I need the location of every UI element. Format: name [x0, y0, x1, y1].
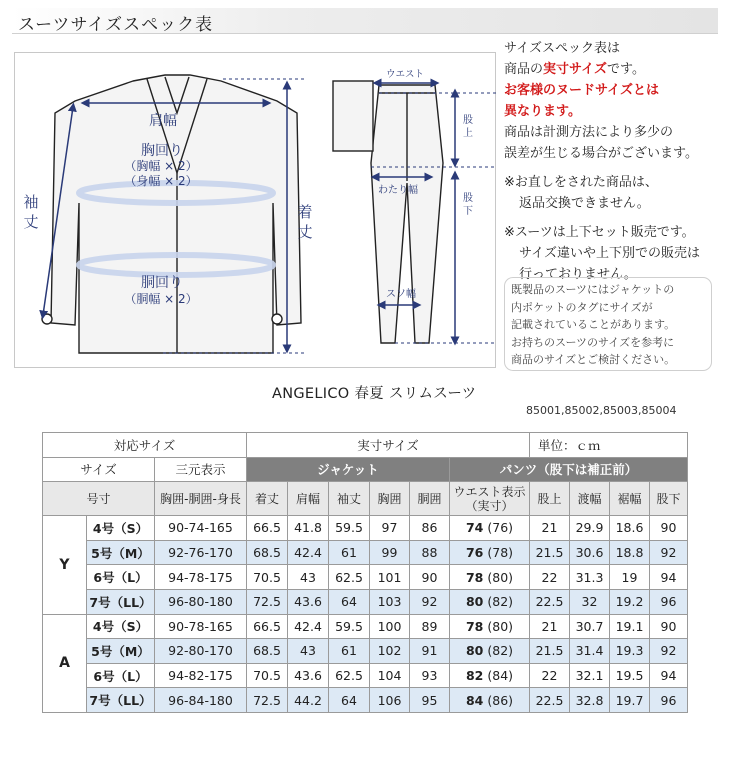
sangen-cell: 94-78-175: [155, 565, 247, 590]
waist-cell: 82 (84): [450, 663, 530, 688]
jacket-cell: 95: [410, 688, 450, 713]
col-rise: 股上: [530, 482, 570, 516]
header-jacket: ジャケット: [247, 457, 450, 482]
sangen-cell: 92-80-170: [155, 639, 247, 664]
note-line: ※お直しをされた商品は、: [504, 175, 658, 190]
jacket-cell: 44.2: [288, 688, 329, 713]
jacket-cell: 43.6: [288, 589, 329, 614]
pants-cell: 22.5: [530, 688, 570, 713]
pants-cell: 21: [530, 516, 570, 541]
size-cell: 5号（M）: [87, 639, 155, 664]
col-sleeve: 袖丈: [329, 482, 370, 516]
sangen-cell: 90-78-165: [155, 614, 247, 639]
sangen-cell: 96-80-180: [155, 589, 247, 614]
jacket-cell: 70.5: [247, 565, 288, 590]
pants-cell: 90: [650, 516, 688, 541]
table-row: [43, 688, 688, 713]
col-jacket-length: 着丈: [247, 482, 288, 516]
size-cell: 4号（S）: [87, 614, 155, 639]
header-jissun: 実寸サイズ: [247, 433, 530, 458]
size-cell: 7号（LL）: [87, 688, 155, 713]
pants-cell: 22: [530, 663, 570, 688]
size-cell: 5号（M）: [87, 540, 155, 565]
label-length-1: 着: [297, 203, 313, 221]
pants-cell: 92: [650, 639, 688, 664]
label-chest-note2: （身幅 × 2）: [124, 174, 198, 188]
pants-cell: 22: [530, 565, 570, 590]
waist-cell: 78 (80): [450, 614, 530, 639]
size-cell: 4号（S）: [87, 516, 155, 541]
jacket-cell: 59.5: [329, 516, 370, 541]
pants-cell: 19: [610, 565, 650, 590]
sangen-cell: 94-82-175: [155, 663, 247, 688]
product-title: ANGELICO 春夏 スリムスーツ: [272, 386, 477, 402]
table-row: [43, 540, 688, 565]
header-taiou: 対応サイズ: [43, 433, 247, 458]
size-cell: 6号（L）: [87, 663, 155, 688]
jacket-cell: 43: [288, 565, 329, 590]
jacket-cell: 88: [410, 540, 450, 565]
label-sleeve-1: 袖: [23, 193, 39, 211]
pants-cell: 19.2: [610, 589, 650, 614]
table-row: [43, 589, 688, 614]
jacket-cell: 64: [329, 589, 370, 614]
jacket-cell: 61: [329, 639, 370, 664]
pants-cell: 31.3: [570, 565, 610, 590]
jacket-cell: 42.4: [288, 614, 329, 639]
waist-cell: 74 (76): [450, 516, 530, 541]
table-row: [43, 639, 688, 664]
label-hem: スソ幅: [386, 289, 416, 300]
note-line: 商品の実寸サイズです。: [504, 62, 645, 77]
pants-cell: 21.5: [530, 540, 570, 565]
label-rise-1: 股: [463, 115, 473, 126]
header-size: サイズ: [43, 457, 155, 482]
jacket-cell: 100: [370, 614, 410, 639]
col-pants-waist: ウエスト表示 （実寸）: [450, 482, 530, 516]
pants-cell: 21: [530, 614, 570, 639]
tag-note-line: 記載されていることがあります。: [511, 318, 676, 331]
pants-cell: 18.8: [610, 540, 650, 565]
sangen-cell: 92-76-170: [155, 540, 247, 565]
jacket-cell: 103: [370, 589, 410, 614]
note-line: サイズ違いや上下別での販売は: [519, 246, 700, 261]
pants-illustration: [333, 81, 443, 343]
suit-diagram-svg: [15, 53, 497, 369]
jacket-cell: 91: [410, 639, 450, 664]
waist-cell: 84 (86): [450, 688, 530, 713]
jacket-cell: 43.6: [288, 663, 329, 688]
pants-cell: 29.9: [570, 516, 610, 541]
jacket-cell: 62.5: [329, 565, 370, 590]
jacket-cell: 99: [370, 540, 410, 565]
label-shoulder: 肩幅: [149, 113, 177, 129]
jacket-cell: 102: [370, 639, 410, 664]
table-row: [43, 565, 688, 590]
waist-cell: 76 (78): [450, 540, 530, 565]
col-inseam: 股下: [650, 482, 688, 516]
pants-cell: 32.1: [570, 663, 610, 688]
note-line: 返品交換できません。: [519, 196, 650, 211]
pants-cell: 90: [650, 614, 688, 639]
pants-cell: 94: [650, 663, 688, 688]
jacket-cell: 89: [410, 614, 450, 639]
tag-note-box: [504, 277, 712, 371]
group-label: A: [43, 614, 87, 712]
jacket-cell: 66.5: [247, 614, 288, 639]
jacket-cell: 72.5: [247, 589, 288, 614]
pants-cell: 31.4: [570, 639, 610, 664]
header-sangen: 三元表示: [155, 457, 247, 482]
tag-note-line: 既製品のスーツにはジャケットの: [511, 283, 675, 296]
pants-cell: 94: [650, 565, 688, 590]
note-warning: 異なります。: [504, 104, 581, 119]
table-row: [43, 614, 688, 639]
jacket-cell: 97: [370, 516, 410, 541]
jacket-cell: 92: [410, 589, 450, 614]
jacket-cell: 64: [329, 688, 370, 713]
label-waist: 胴回り: [141, 275, 183, 291]
label-inseam-1: 股: [463, 193, 473, 204]
waist-cell: 78 (80): [450, 565, 530, 590]
jacket-cell: 61: [329, 540, 370, 565]
pants-cell: 19.7: [610, 688, 650, 713]
header-unit: 単位：ｃｍ: [530, 433, 688, 458]
group-label: Y: [43, 516, 87, 614]
suit-diagram: [14, 52, 496, 368]
col-shoulder: 肩幅: [288, 482, 329, 516]
pants-cell: 96: [650, 589, 688, 614]
pants-cell: 32.8: [570, 688, 610, 713]
label-chest: 胸回り: [141, 143, 183, 159]
jacket-cell: 68.5: [247, 639, 288, 664]
jacket-cell: 42.4: [288, 540, 329, 565]
label-inseam-2: 下: [463, 206, 473, 217]
jacket-cell: 68.5: [247, 540, 288, 565]
pants-cell: 22.5: [530, 589, 570, 614]
size-notes: [504, 38, 724, 285]
note-line: 行っておりません。: [519, 267, 637, 282]
jacket-cell: 104: [370, 663, 410, 688]
col-hem: 裾幅: [610, 482, 650, 516]
jacket-cell: 90: [410, 565, 450, 590]
header-gousun: 号寸: [43, 482, 155, 516]
waist-cell: 80 (82): [450, 639, 530, 664]
pants-cell: 30.7: [570, 614, 610, 639]
pants-cell: 19.3: [610, 639, 650, 664]
label-sleeve-2: 丈: [23, 213, 39, 231]
note-line: ※スーツは上下セット販売です。: [504, 225, 695, 240]
label-rise-2: 上: [463, 128, 473, 139]
jacket-cell: 93: [410, 663, 450, 688]
pants-cell: 30.6: [570, 540, 610, 565]
page-title: スーツサイズスペック表: [18, 15, 214, 35]
jacket-cell: 43: [288, 639, 329, 664]
jacket-cell: 66.5: [247, 516, 288, 541]
pants-cell: 19.5: [610, 663, 650, 688]
pants-cell: 96: [650, 688, 688, 713]
col-chest: 胸囲: [370, 482, 410, 516]
tag-note-line: 商品のサイズとご検討ください。: [511, 353, 676, 366]
label-thigh: わたり幅: [378, 185, 418, 196]
label-length-2: 丈: [297, 223, 313, 241]
col-thigh: 渡幅: [570, 482, 610, 516]
sangen-cell: 90-74-165: [155, 516, 247, 541]
jacket-cell: 62.5: [329, 663, 370, 688]
product-codes: 85001,85002,85003,85004: [526, 404, 677, 417]
pants-cell: 19.1: [610, 614, 650, 639]
col-waist: 胴囲: [410, 482, 450, 516]
size-spec-table: [42, 432, 688, 713]
size-cell: 6号（L）: [87, 565, 155, 590]
jacket-cell: 70.5: [247, 663, 288, 688]
pants-cell: 21.5: [530, 639, 570, 664]
pants-cell: 18.6: [610, 516, 650, 541]
pants-cell: 92: [650, 540, 688, 565]
waist-cell: 80 (82): [450, 589, 530, 614]
table-row: [43, 663, 688, 688]
label-waist-note: （胴幅 × 2）: [124, 292, 198, 306]
note-line: 商品は計測方法により多少の: [504, 125, 674, 140]
note-line: サイズスペック表は: [504, 41, 620, 56]
tag-note-line: 内ポケットのタグにサイズが: [511, 300, 653, 314]
note-line: 誤差が生じる場合がございます。: [504, 146, 698, 161]
sangen-cell: 96-84-180: [155, 688, 247, 713]
label-chest-note1: （胸幅 × 2）: [124, 159, 198, 173]
header-sangen-cols: 胸囲-胴囲-身長: [155, 482, 247, 516]
jacket-cell: 41.8: [288, 516, 329, 541]
jacket-cell: 86: [410, 516, 450, 541]
header-pants: パンツ（股下は補正前）: [450, 457, 688, 482]
table-row: [43, 516, 688, 541]
size-cell: 7号（LL）: [87, 589, 155, 614]
jacket-cell: 101: [370, 565, 410, 590]
label-pants-waist: ウエスト: [385, 69, 425, 80]
pants-cell: 32: [570, 589, 610, 614]
note-warning: お客様のヌードサイズとは: [504, 83, 659, 98]
jacket-cell: 59.5: [329, 614, 370, 639]
jacket-cell: 72.5: [247, 688, 288, 713]
jacket-cell: 106: [370, 688, 410, 713]
tag-note-line: お持ちのスーツのサイズを参考に: [511, 335, 675, 349]
